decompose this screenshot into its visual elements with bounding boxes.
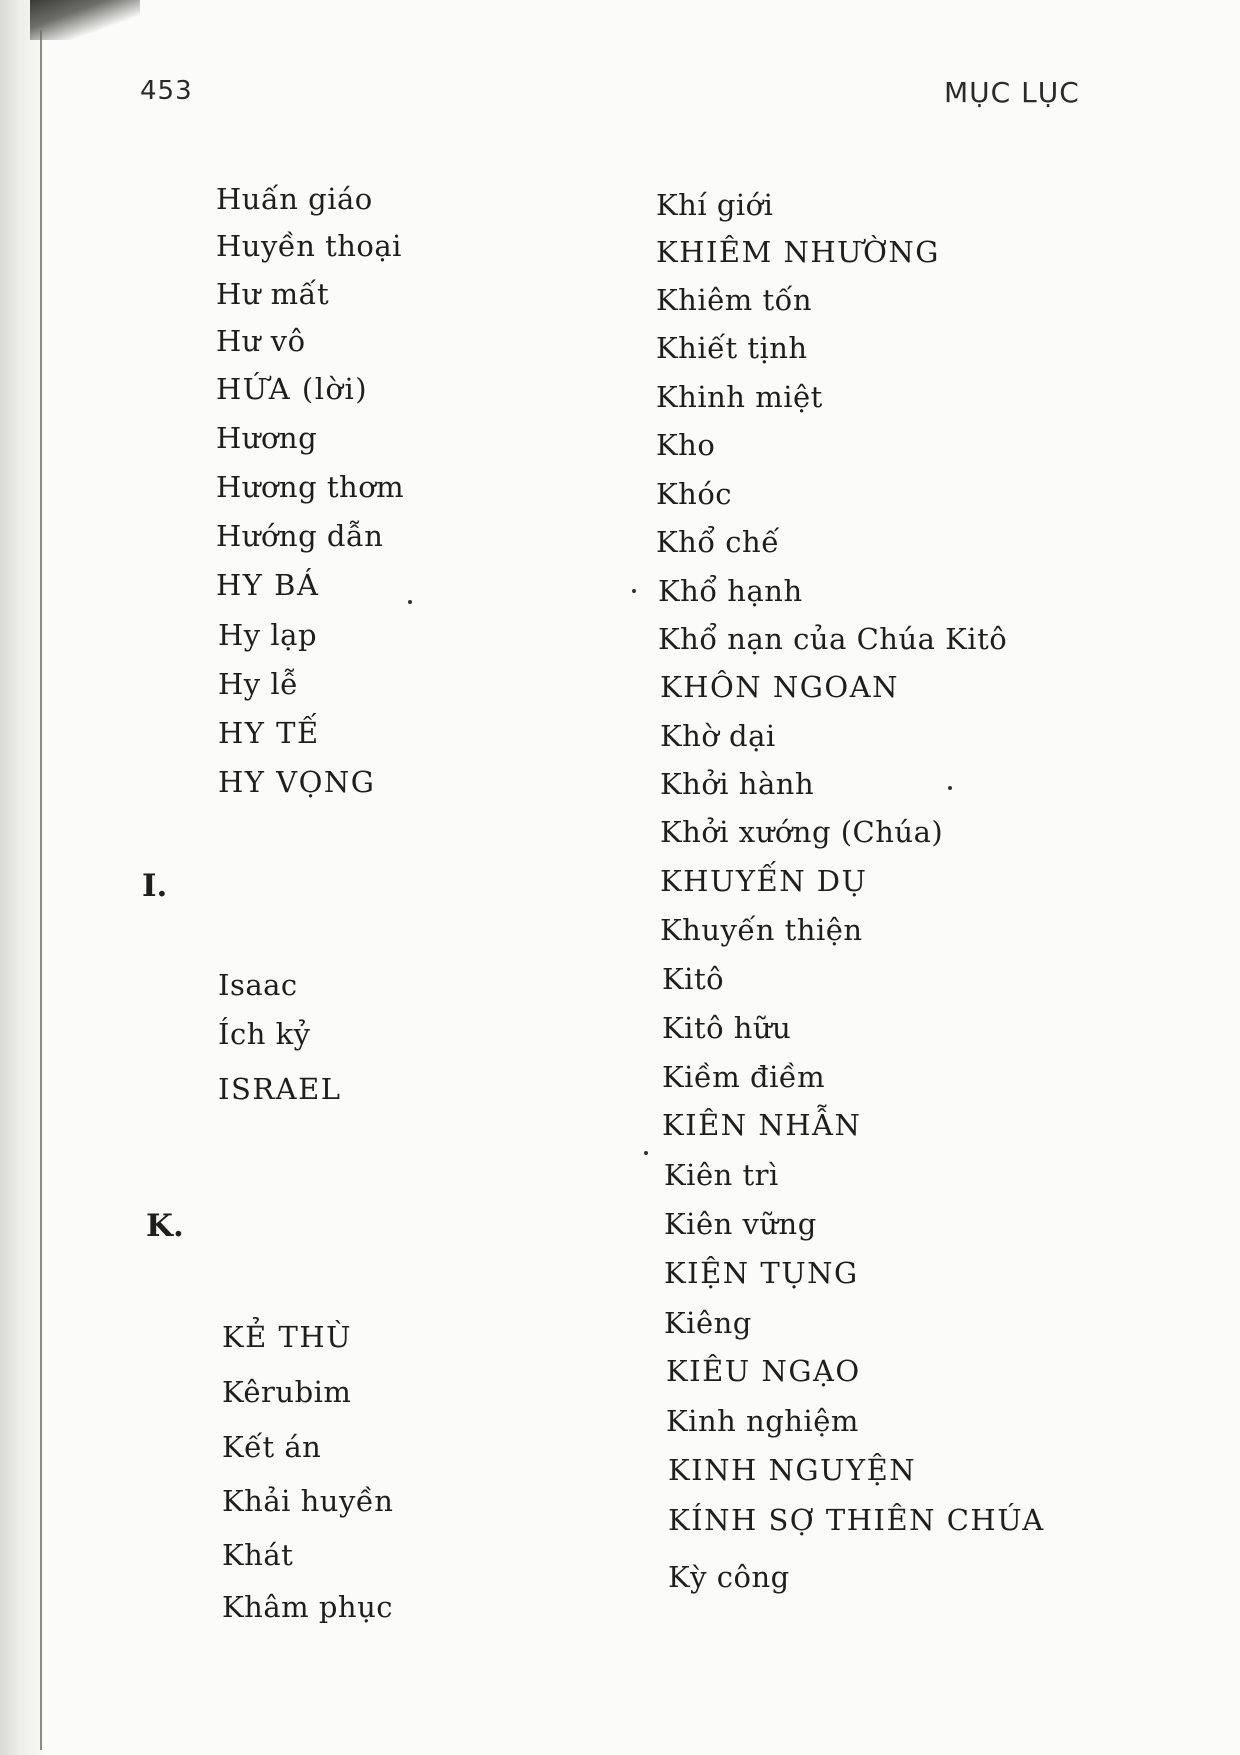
index-entry: KHIÊM NHƯỜNG [656, 235, 940, 269]
section-letter-k: K. [146, 1208, 184, 1244]
index-entry: Hư mất [216, 277, 330, 311]
index-entry: Khổ nạn của Chúa Kitô [658, 622, 1008, 656]
index-entry: Khổ chế [656, 525, 780, 559]
scan-corner-mark [30, 0, 140, 40]
index-entry: HY BÁ [216, 568, 320, 602]
index-entry: Kinh nghiệm [666, 1404, 859, 1438]
index-entry: HY VỌNG [218, 765, 376, 799]
section-letter-i: I. [142, 868, 168, 904]
running-head: MỤC LỤC [944, 76, 1080, 109]
index-entry: KIỆN TỤNG [664, 1256, 859, 1290]
index-entry: Hương thơm [216, 470, 405, 504]
index-entry: Khải huyền [222, 1484, 394, 1518]
index-entry: KINH NGUYỆN [668, 1453, 917, 1487]
index-entry: Isaac [218, 968, 298, 1002]
index-entry: KHUYẾN DỤ [660, 864, 868, 898]
index-entry: Khổ hạnh [658, 574, 803, 608]
index-entry: ISRAEL [218, 1072, 342, 1106]
page-edge-line [40, 30, 42, 1750]
index-entry: Hướng dẫn [216, 519, 384, 553]
page-number: 453 [140, 76, 193, 106]
index-entry: Khóc [656, 477, 733, 511]
index-entry: Hy lạp [218, 618, 318, 652]
index-entry: Kết án [222, 1430, 322, 1464]
index-entry: Khờ dại [660, 719, 776, 753]
index-entry: Ích kỷ [218, 1017, 311, 1051]
index-entry: Hương [216, 421, 318, 455]
index-entry: KIÊN NHẪN [662, 1108, 862, 1142]
index-entry: Hy lễ [218, 667, 299, 701]
index-entry: HỨA (lời) [216, 372, 369, 406]
index-entry: Kiên trì [664, 1158, 779, 1192]
index-entry: Khí giới [656, 188, 774, 222]
scan-speck [644, 1151, 648, 1155]
index-entry: Kitô [662, 962, 725, 996]
index-entry: Khởi xướng (Chúa) [660, 815, 944, 849]
index-entry: Khởi hành [660, 767, 815, 801]
index-entry: KÍNH SỢ THIÊN CHÚA [668, 1503, 1045, 1537]
index-entry: Kêrubim [222, 1375, 352, 1409]
scan-speck [948, 786, 952, 790]
index-entry: Kiềm điềm [662, 1060, 826, 1094]
index-entry: KIÊU NGẠO [666, 1354, 861, 1388]
scan-speck [408, 600, 412, 604]
index-entry: Huấn giáo [216, 182, 373, 216]
index-entry: Khinh miệt [656, 380, 823, 414]
index-entry: Khiêm tốn [656, 283, 813, 317]
index-entry: KẺ THÙ [222, 1320, 353, 1354]
index-entry: Khâm phục [222, 1590, 394, 1624]
index-entry: Kitô hữu [662, 1011, 792, 1045]
index-entry: Khuyến thiện [660, 913, 863, 947]
index-entry: Khát [222, 1538, 294, 1572]
index-entry: Kho [656, 428, 716, 462]
scan-speck [632, 589, 636, 593]
index-entry: Huyền thoại [216, 229, 402, 263]
index-entry: KHÔN NGOAN [660, 670, 899, 704]
index-entry: Hư vô [216, 324, 306, 358]
index-entry: Kiêng [664, 1306, 752, 1340]
index-entry: Kỳ công [668, 1560, 790, 1594]
index-entry: HY TẾ [218, 716, 320, 750]
index-entry: Kiên vững [664, 1207, 817, 1241]
index-entry: Khiết tịnh [656, 331, 808, 365]
